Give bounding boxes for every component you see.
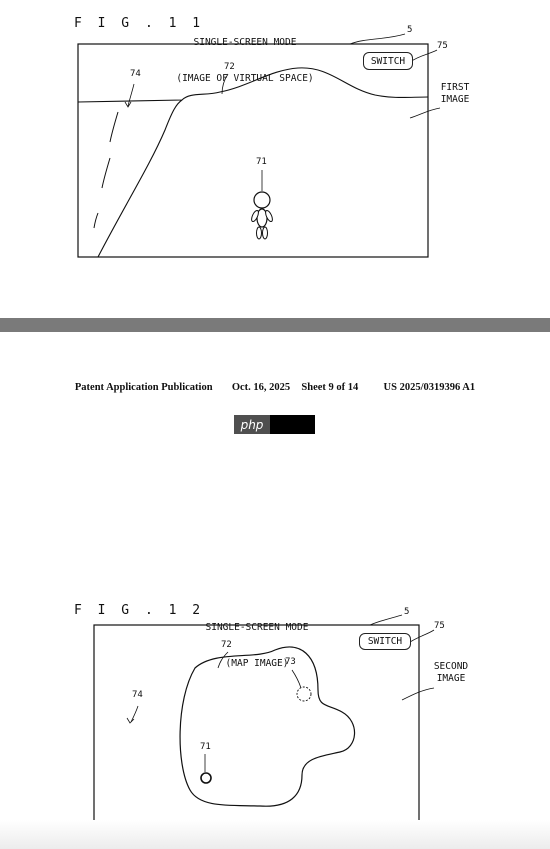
fig11-ref-5: 5 [407, 25, 413, 35]
fig11-ref-72: 72 [224, 62, 235, 72]
fig11-ref-75: 75 [437, 41, 448, 51]
fig12-screen-drawing [0, 0, 550, 300]
header-date: Oct. 16, 2025 [231, 382, 291, 393]
fig11-ref-74: 74 [130, 69, 141, 79]
page-divider [0, 318, 550, 332]
fig11-label: F I G . 1 1 [74, 16, 205, 31]
fig12-ref-72: 72 [221, 640, 232, 650]
fig12-leader-74 [131, 706, 138, 722]
fig11-caption-line2: (IMAGE OF VIRTUAL SPACE) [176, 73, 314, 84]
fig12-character-marker [201, 773, 211, 783]
fig11-caption-line1: SINGLE-SCREEN MODE [193, 37, 297, 48]
fig12-image-label-line2: IMAGE [436, 673, 466, 684]
fig12-caption [182, 598, 332, 694]
fig12-ref-75: 75 [434, 621, 445, 631]
fig12-caption-line1: SINGLE-SCREEN MODE [205, 622, 309, 633]
php-watermark-logo [234, 415, 315, 434]
fig12-image-label-line1: SECOND [433, 661, 469, 672]
page-bottom-shade [0, 820, 550, 849]
fig12-ref-71: 71 [200, 742, 211, 752]
php-watermark-text: php [234, 415, 270, 434]
header-number: US 2025/0319396 A1 [383, 382, 476, 393]
fig11-image-label-line2: IMAGE [440, 94, 470, 105]
fig12-label: F I G . 1 2 [74, 603, 205, 618]
fig12-leader-second-image [402, 688, 434, 700]
header-publication: Patent Application Publication [74, 382, 213, 393]
fig12-switch-button[interactable]: SWITCH [359, 633, 411, 650]
fig12-ref-74: 74 [132, 690, 143, 700]
fig11-image-label-line1: FIRST [440, 82, 470, 93]
fig12-image-label [428, 661, 474, 685]
fig11-ref-71: 71 [256, 157, 267, 167]
php-watermark-bar [270, 415, 315, 434]
page-header [0, 382, 550, 393]
fig12-leader-75 [410, 630, 434, 642]
fig12-leader-5 [370, 615, 402, 625]
fig12-ref-73: 73 [285, 657, 296, 667]
header-sheet: Sheet 9 of 14 [301, 382, 359, 393]
fig12-ref-5: 5 [404, 607, 410, 617]
fig12-caption-line2: (MAP IMAGE) [225, 658, 289, 669]
fig11-switch-button[interactable]: SWITCH [363, 52, 413, 70]
